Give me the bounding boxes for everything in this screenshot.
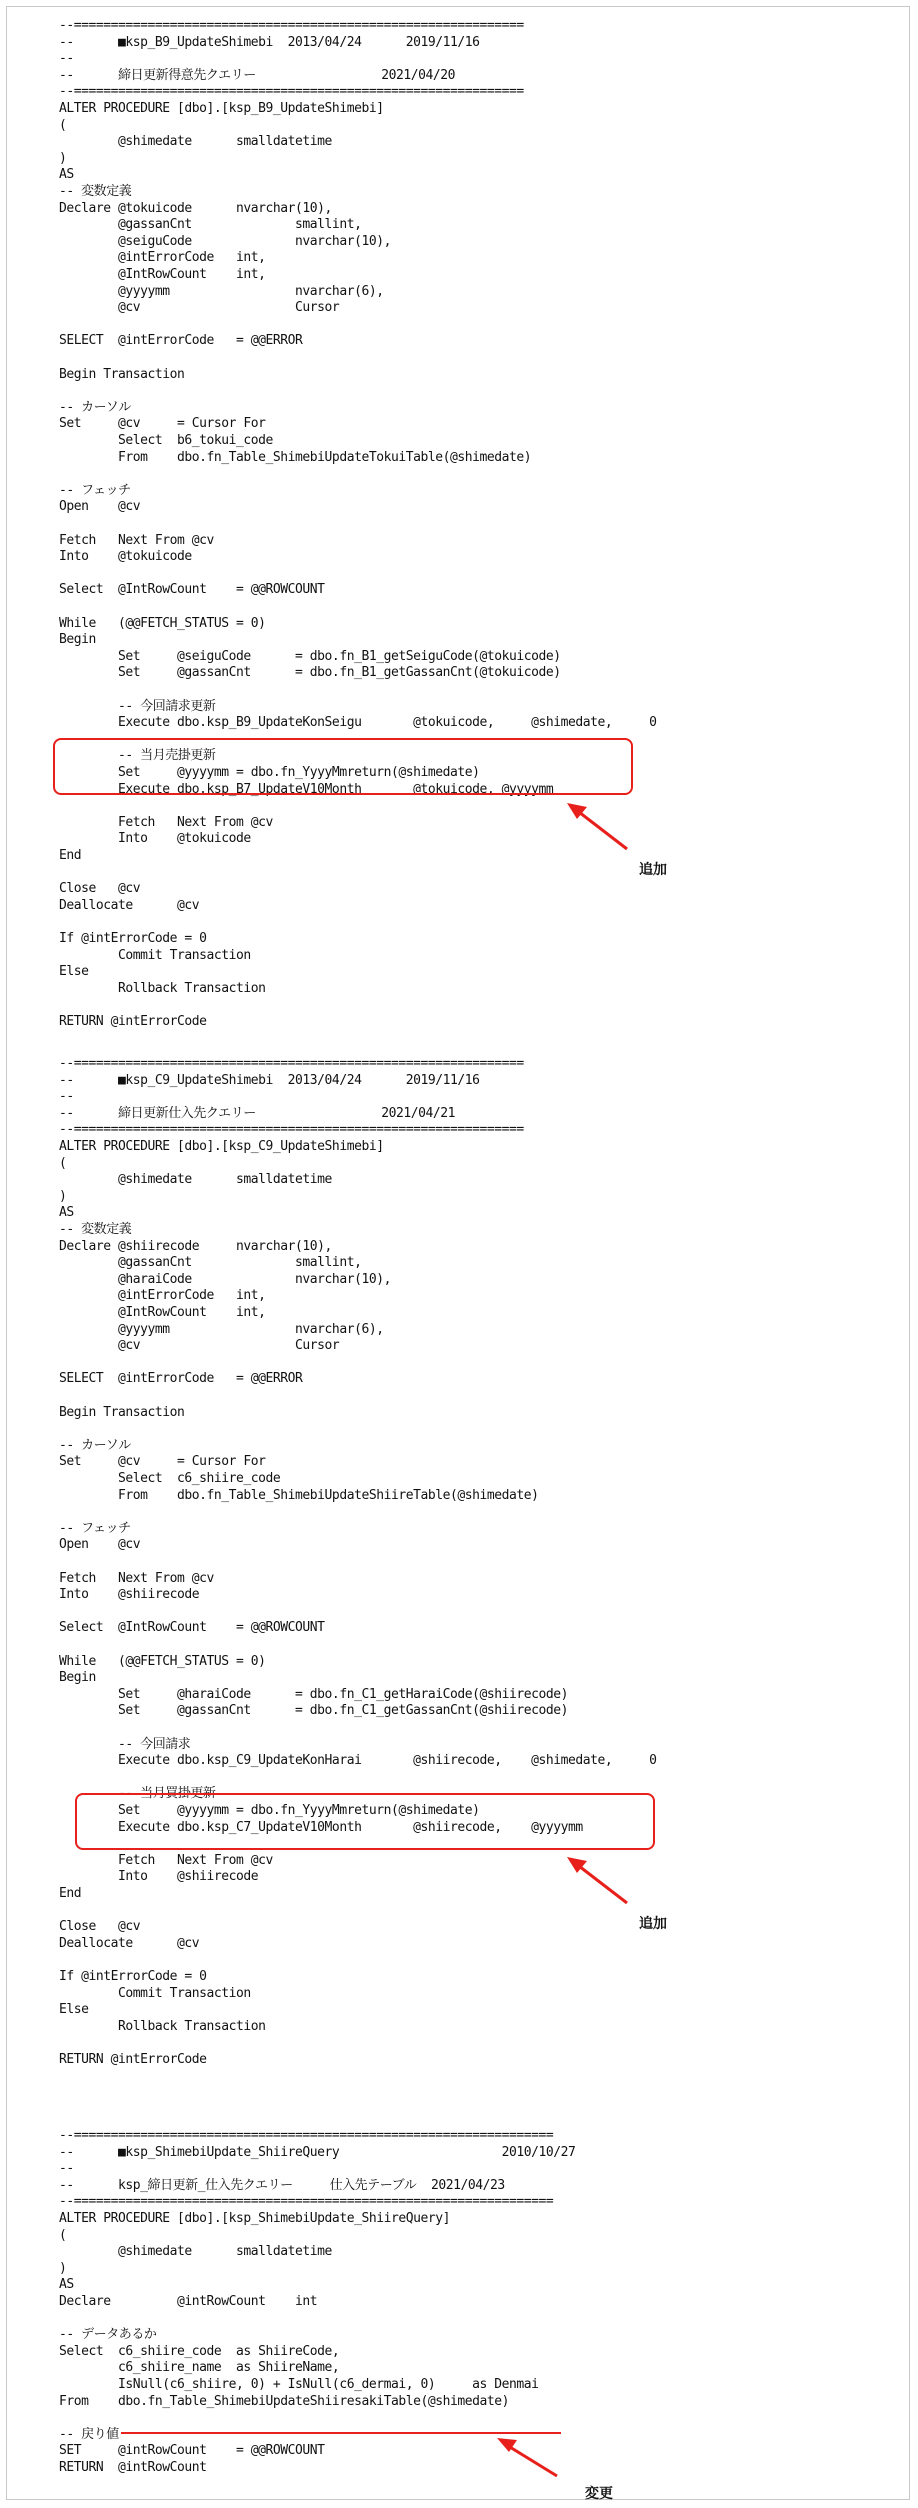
code-line: -- 変数定義 — [59, 184, 132, 199]
code-line: If @intErrorCode = 0 — [59, 1969, 207, 1984]
code-line: Deallocate @cv — [59, 897, 200, 913]
code-line: ) — [59, 2260, 67, 2276]
code-line: Close @cv — [59, 1919, 141, 1935]
code-line: Select @IntRowCount = @@ROWCOUNT — [59, 1620, 325, 1636]
code-line: Commit Transaction — [59, 1985, 251, 2001]
code-line: Execute dbo.ksp_C9_UpdateKonHarai @shiirecode, @shimedate, 0 — [59, 1753, 657, 1769]
code-line: -- 当月買掛更新 — [59, 1786, 216, 1802]
code-line: SELECT @intErrorCode = @@ERROR — [59, 1371, 303, 1387]
code-line: ( — [59, 117, 67, 133]
code-line: --============================================================= — [59, 1122, 524, 1138]
code-line: Set @yyyymm = dbo.fn_YyyyMmreturn(@shimedate) — [59, 765, 480, 780]
code-line: -- ■ksp_B9_UpdateShimebi 2013/04/24 2019/11/16 — [59, 34, 480, 50]
code-line: Fetch Next From @cv — [59, 532, 214, 548]
code-line: c6_shiire_name as ShiireName, — [59, 2360, 340, 2376]
callout-changed: 変更 — [585, 2486, 613, 2502]
code-line: Declare @shiirecode nvarchar(10), — [59, 1238, 332, 1254]
code-line: @IntRowCount int, — [59, 267, 266, 282]
code-line: AS — [59, 2277, 74, 2293]
code-line: From dbo.fn_Table_ShimebiUpdateTokuiTable(@shimedate) — [59, 449, 532, 465]
code-line: @cv Cursor — [59, 300, 340, 316]
code-line: @cv Cursor — [59, 1338, 340, 1354]
code-line: IsNull(c6_shiire, 0) + IsNull(c6_dermai, 0) as Denmai — [59, 2377, 539, 2392]
code-line: Select @IntRowCount = @@ROWCOUNT — [59, 582, 325, 598]
code-line: Declare @tokuicode nvarchar(10), — [59, 200, 332, 216]
code-line: @shimedate smalldatetime — [59, 2244, 332, 2260]
code-line: @IntRowCount int, — [59, 1305, 266, 1320]
code-line: Begin — [59, 1670, 96, 1686]
code-line: Set @gassanCnt = dbo.fn_C1_getGassanCnt(@shiirecode) — [59, 1703, 568, 1719]
code-line: -- 戻り値 — [59, 2426, 119, 2442]
code-line: Set @cv = Cursor For — [59, 416, 266, 432]
code-line: Open @cv — [59, 1537, 141, 1553]
code-line: Into @tokuicode — [59, 831, 251, 847]
code-line: -- データあるか — [59, 2327, 157, 2343]
code-line: Close @cv — [59, 881, 141, 897]
code-line: Rollback Transaction — [59, 2018, 266, 2034]
code-line: -- 変数定義 — [59, 1222, 132, 1237]
code-line: ALTER PROCEDURE [dbo].[ksp_C9_UpdateShimebi] — [59, 1139, 384, 1154]
code-line: @yyyymm nvarchar(6), — [59, 1321, 384, 1337]
code-line: ) — [59, 1188, 67, 1204]
code-line: ALTER PROCEDURE [dbo].[ksp_B9_UpdateShimebi] — [59, 101, 384, 116]
code-line: -- フェッチ — [59, 1520, 131, 1536]
code-line: @seiguCode nvarchar(10), — [59, 233, 391, 249]
code-line: Set @haraiCode = dbo.fn_C1_getHaraiCode(@shiirecode) — [59, 1686, 568, 1702]
document-page — [6, 6, 910, 2500]
code-line: @gassanCnt smallint, — [59, 217, 362, 233]
code-line: If @intErrorCode = 0 — [59, 931, 207, 946]
code-line: --============================================================= — [59, 84, 524, 100]
code-line: -- ■ksp_ShimebiUpdate_ShiireQuery 2010/10/27 — [59, 2144, 576, 2160]
code-line: SELECT @intErrorCode = @@ERROR — [59, 333, 303, 349]
code-line: @intErrorCode int, — [59, 250, 266, 266]
code-line: Else — [59, 964, 89, 980]
code-line: Fetch Next From @cv — [59, 814, 273, 830]
code-line: Fetch Next From @cv — [59, 1570, 214, 1586]
code-line: Into @shiirecode — [59, 1587, 200, 1603]
code-line: -- フェッチ — [59, 482, 131, 498]
code-line: --============================================================= — [59, 1056, 524, 1071]
code-line: From dbo.fn_Table_ShimebiUpdateShiiresakiTable(@shimedate) — [59, 2393, 509, 2409]
code-line: Set @yyyymm = dbo.fn_YyyyMmreturn(@shimedate) — [59, 1803, 480, 1818]
code-line: Deallocate @cv — [59, 1935, 200, 1951]
procedure-block-b9 — [7, 17, 907, 1027]
code-line: Select c6_shiire_code — [59, 1471, 281, 1486]
code-line: Select b6_tokui_code — [59, 433, 273, 448]
code-line: -- 締日更新得意先クエリー 2021/04/20 — [59, 67, 455, 83]
arrow-icon — [567, 803, 637, 855]
callout-added-1: 追加 — [639, 862, 667, 878]
code-line: -- 締日更新仕入先クエリー 2021/04/21 — [59, 1105, 455, 1121]
procedure-block-shiire-query — [7, 2127, 907, 2497]
arrow-icon — [567, 1857, 637, 1909]
code-line: While (@@FETCH_STATUS = 0) — [59, 615, 266, 631]
code-line: -- — [59, 1089, 74, 1105]
code-line: @haraiCode nvarchar(10), — [59, 1271, 391, 1287]
code-line: Select c6_shiire_code as ShiireCode, — [59, 2343, 340, 2359]
code-line: -- 今回請求更新 — [59, 698, 216, 714]
code-line: @shimedate smalldatetime — [59, 134, 332, 150]
code-line: Open @cv — [59, 499, 141, 515]
code-line: Begin — [59, 632, 96, 648]
changed-line-underline — [121, 2432, 561, 2434]
code-line: @gassanCnt smallint, — [59, 1255, 362, 1271]
code-line: Into @tokuicode — [59, 549, 192, 565]
code-line: Begin Transaction — [59, 366, 185, 382]
code-line: From dbo.fn_Table_ShimebiUpdateShiireTable(@shimedate) — [59, 1487, 539, 1503]
code-line: --============================================================= — [59, 18, 524, 33]
code-line: @shimedate smalldatetime — [59, 1172, 332, 1188]
code-line: -- ksp_締日更新_仕入先クエリー 仕入先テーブル 2021/04/23 — [59, 2177, 505, 2193]
code-line: -- カーソル — [59, 399, 131, 415]
code-line: Set @gassanCnt = dbo.fn_B1_getGassanCnt(@tokuicode) — [59, 665, 561, 681]
code-line: @intErrorCode int, — [59, 1288, 266, 1304]
code-line: Execute dbo.ksp_C7_UpdateV10Month @shiirecode, @yyyymm — [59, 1819, 583, 1835]
code-line: -- 今回請求 — [59, 1736, 191, 1752]
code-line: RETURN @intErrorCode — [59, 1014, 207, 1029]
code-line: @yyyymm nvarchar(6), — [59, 283, 384, 299]
arrow-icon — [497, 2438, 567, 2482]
code-line: --================================================================= — [59, 2194, 554, 2210]
code-line: ( — [59, 2227, 67, 2243]
code-line: Declare @intRowCount int — [59, 2294, 318, 2309]
code-line: Execute dbo.ksp_B7_UpdateV10Month @tokuicode, @yyyymm — [59, 781, 554, 797]
callout-added-2: 追加 — [639, 1916, 667, 1932]
code-line: Else — [59, 2002, 89, 2018]
code-line: Commit Transaction — [59, 947, 251, 963]
code-line: Rollback Transaction — [59, 980, 266, 996]
code-line: Into @shiirecode — [59, 1869, 259, 1885]
code-line: -- カーソル — [59, 1437, 131, 1453]
procedure-block-c9 — [7, 1055, 907, 2065]
code-line: AS — [59, 167, 74, 183]
code-line: -- ■ksp_C9_UpdateShimebi 2013/04/24 2019/11/16 — [59, 1072, 480, 1088]
code-line: -- — [59, 2161, 74, 2177]
code-line: While (@@FETCH_STATUS = 0) — [59, 1653, 266, 1669]
code-line: --================================================================= — [59, 2128, 554, 2143]
code-line: End — [59, 848, 82, 863]
code-line: End — [59, 1886, 82, 1901]
code-line: AS — [59, 1205, 74, 1221]
code-line: -- 当月売掛更新 — [59, 748, 216, 764]
code-line: Set @cv = Cursor For — [59, 1454, 266, 1470]
added-lines-highlight-2 — [75, 1793, 655, 1850]
code-line: Begin Transaction — [59, 1404, 185, 1420]
code-line: ALTER PROCEDURE [dbo].[ksp_ShimebiUpdate_ShiireQuery] — [59, 2211, 450, 2226]
code-line: Execute dbo.ksp_B9_UpdateKonSeigu @tokuicode, @shimedate, 0 — [59, 715, 657, 731]
code-line: RETURN @intErrorCode — [59, 2052, 207, 2067]
code-line: ) — [59, 150, 67, 166]
code-line: RETURN @intRowCount — [59, 2460, 207, 2475]
added-lines-highlight-1 — [53, 738, 633, 795]
code-line: ( — [59, 1155, 67, 1171]
code-line: Fetch Next From @cv — [59, 1852, 273, 1868]
code-line: Set @seiguCode = dbo.fn_B1_getSeiguCode(@tokuicode) — [59, 648, 561, 664]
code-line: SET @intRowCount = @@ROWCOUNT — [59, 2443, 325, 2459]
code-line: -- — [59, 51, 74, 67]
